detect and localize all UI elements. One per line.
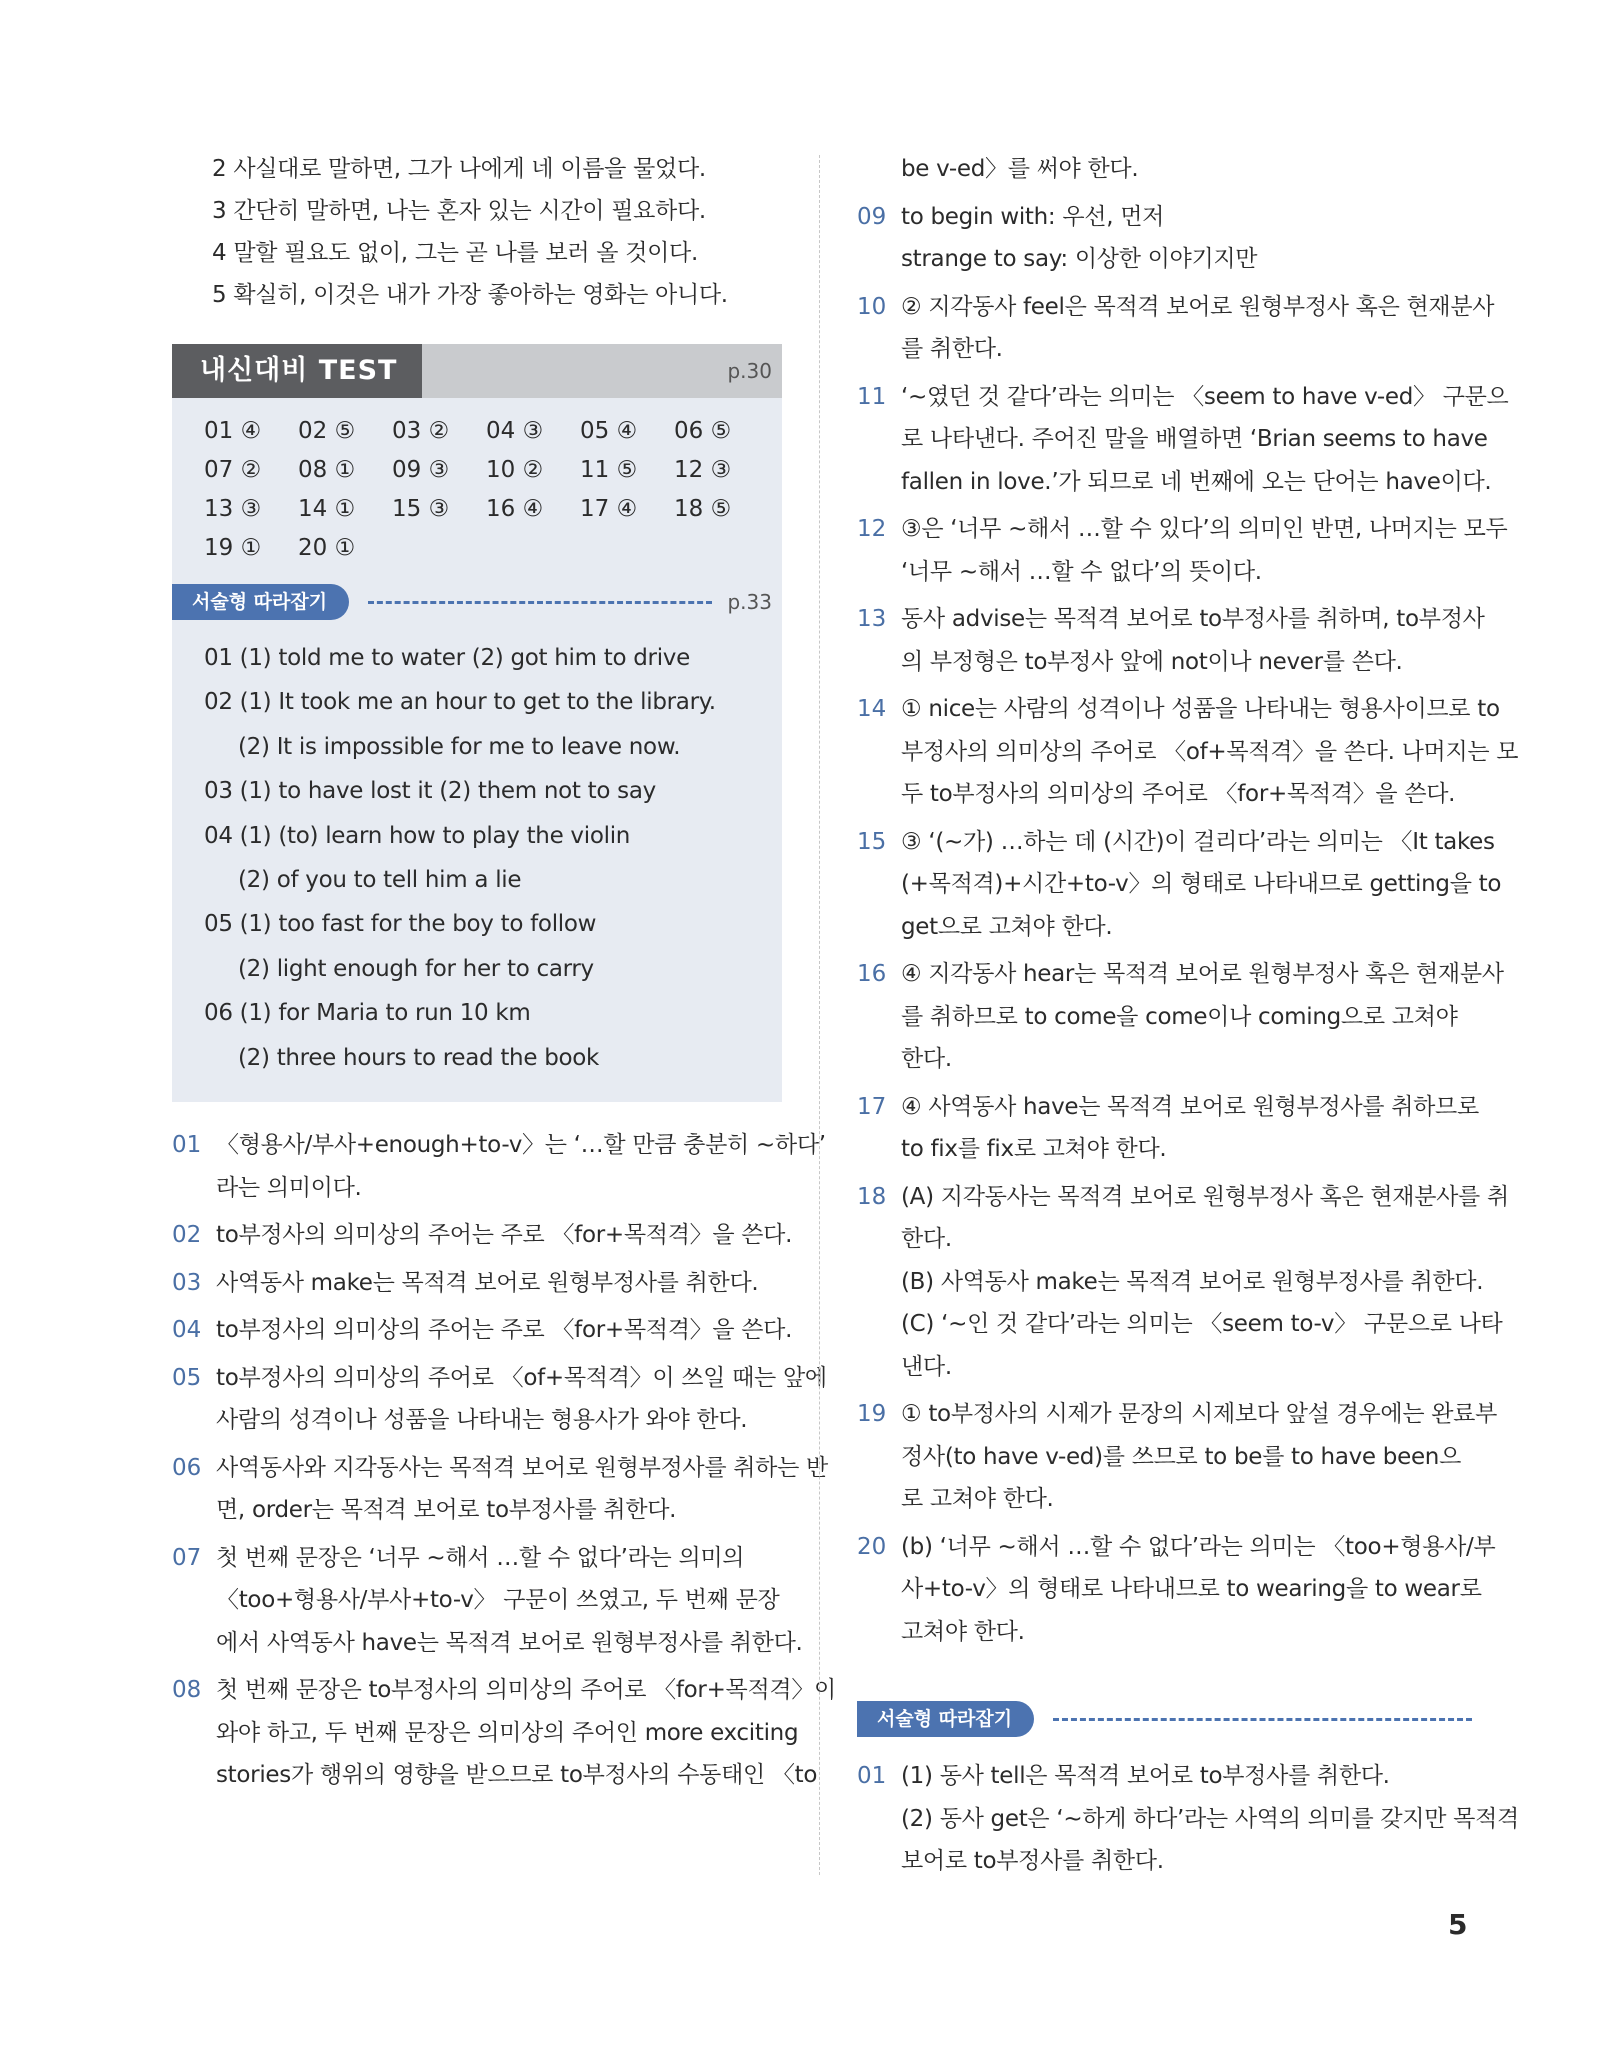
answer-grid xyxy=(172,398,782,568)
explanation-line: 〈too+형용사/부사+to-v〉 구문이 쓰였고, 두 번째 문장 xyxy=(216,1587,780,1614)
explanation-line: ③은 ‘너무 ~해서 …할 수 있다’의 의미인 반면, 나머지는 모두 xyxy=(901,516,1508,542)
explanation-line: 를 취한다. xyxy=(901,336,1003,362)
explanation-item xyxy=(172,1214,793,1257)
explanation-body xyxy=(901,598,1485,683)
explanation-number: 14 xyxy=(857,696,887,722)
right-explanations xyxy=(857,148,1519,1653)
explanation-line: to fix를 fix로 고쳐야 한다. xyxy=(901,1136,1167,1162)
left-column xyxy=(172,148,836,1797)
explanation-body xyxy=(216,1537,803,1665)
right-column xyxy=(857,148,1519,1883)
column-divider xyxy=(819,155,820,1875)
explanation-line: (+목적격)+시간+to-v〉의 형태로 나타내므로 getting을 to xyxy=(901,871,1502,897)
explanation-number: 06 xyxy=(172,1454,202,1481)
explanation-line: 부정사의 의미상의 주어로 〈of+목적격〉을 쓴다. 나머지는 모 xyxy=(901,738,1519,765)
answer-item: 11 ⑤ xyxy=(580,457,638,483)
descriptive-answer-line: 05 (1) too fast for the boy to follow xyxy=(204,911,597,938)
explanation-line: 낸다. xyxy=(901,1353,952,1380)
answer-item: 02 ⑤ xyxy=(298,418,356,444)
dashed-divider xyxy=(1053,1718,1472,1721)
intro-line: 5 확실히, 이것은 내가 가장 좋아하는 영화는 아니다. xyxy=(212,282,728,308)
explanation-number: 03 xyxy=(172,1269,202,1296)
explanation-line: to begin with: 우선, 먼저 xyxy=(901,203,1165,230)
explanation-item xyxy=(857,196,1472,281)
explanation-line: 에서 사역동사 have는 목적격 보어로 원형부정사를 취한다. xyxy=(216,1629,803,1656)
descriptive-page-ref: p.33 xyxy=(727,590,772,614)
dashed-divider xyxy=(368,601,712,604)
explanation-number: 04 xyxy=(172,1317,202,1344)
explanation-body xyxy=(901,1176,1509,1389)
explanation-line: 사람의 성격이나 성품을 나타내는 형용사가 와야 한다. xyxy=(216,1407,748,1434)
descriptive-answer-line: 01 (1) told me to water (2) got him to drive xyxy=(204,645,690,671)
intro-translations xyxy=(172,148,782,316)
explanation-number xyxy=(857,148,901,191)
explanation-body xyxy=(901,286,1494,371)
descriptive-answer-line: (2) It is impossible for me to leave now. xyxy=(238,733,681,760)
explanation-line: 한다. xyxy=(901,1226,952,1252)
descriptive-answer-line: (2) of you to tell him a lie xyxy=(238,867,522,894)
explanation-item xyxy=(857,508,1508,593)
answer-item: 12 ③ xyxy=(674,457,732,483)
test-title: 내신대비 TEST xyxy=(172,344,422,398)
explanation-line: (2) 동사 get은 ‘~하게 하다’라는 사역의 의미를 갖지만 목적격 xyxy=(901,1805,1519,1832)
explanation-number: 09 xyxy=(857,203,887,230)
answer-item: 20 ① xyxy=(298,535,356,561)
explanation-line: 첫 번째 문장은 to부정사의 의미상의 주어로 〈for+목적격〉이 xyxy=(216,1677,836,1704)
left-explanations xyxy=(172,1124,836,1797)
answer-item: 09 ③ xyxy=(392,457,450,483)
descriptive-answer-line: (2) three hours to read the book xyxy=(238,1044,600,1071)
explanation-line: ② 지각동사 feel은 목적격 보어로 원형부정사 혹은 현재분사 xyxy=(901,293,1495,320)
test-answer-box xyxy=(172,344,782,1102)
explanation-line: 라는 의미이다. xyxy=(216,1174,362,1201)
descriptive-label: 서술형 따라잡기 xyxy=(172,584,349,620)
explanation-line: to부정사의 의미상의 주어로 〈of+목적격〉이 쓰일 때는 앞에 xyxy=(216,1364,827,1391)
explanation-item xyxy=(857,1755,1519,1883)
explanation-body xyxy=(901,1393,1497,1521)
test-page-ref: p.30 xyxy=(727,359,772,383)
explanation-line: 사역동사와 지각동사는 목적격 보어로 원형부정사를 취하는 반 xyxy=(216,1454,828,1481)
explanation-body xyxy=(901,1086,1479,1171)
explanation-item xyxy=(172,1357,827,1442)
explanation-line: 의 부정형은 to부정사 앞에 not이나 never를 쓴다. xyxy=(901,648,1403,675)
explanation-line: fallen in love.’가 되므로 네 번째에 오는 단어는 have이다. xyxy=(901,468,1492,495)
explanation-body xyxy=(216,1124,826,1209)
explanation-item xyxy=(857,821,1502,949)
answer-item: 13 ③ xyxy=(204,496,262,522)
answer-item: 03 ② xyxy=(392,418,450,444)
explanation-line: 로 나타낸다. 주어진 말을 배열하면 ‘Brian seems to have xyxy=(901,426,1488,452)
explanation-number: 01 xyxy=(857,1763,887,1789)
test-header xyxy=(172,344,782,398)
explanation-item xyxy=(172,1669,836,1797)
answer-item: 06 ⑤ xyxy=(674,418,732,444)
answer-item: 07 ② xyxy=(204,457,262,483)
explanation-body xyxy=(216,1447,828,1532)
explanation-line: ‘너무 ~해서 …할 수 없다’의 뜻이다. xyxy=(901,558,1262,585)
explanation-line: strange to say: 이상한 이야기지만 xyxy=(901,246,1258,272)
descriptive-answers xyxy=(172,624,782,1080)
explanation-body xyxy=(216,1357,827,1442)
explanation-body xyxy=(901,953,1504,1081)
explanation-line: ‘~였던 것 같다’라는 의미는 〈seem to have v-ed〉 구문으 xyxy=(901,383,1509,410)
explanation-line: 한다. xyxy=(901,1046,952,1072)
page-number: 5 xyxy=(1448,1908,1468,1941)
explanation-item xyxy=(172,1537,803,1665)
answer-item: 05 ④ xyxy=(580,418,638,444)
explanation-item xyxy=(857,688,1519,816)
explanation-line: ④ 사역동사 have는 목적격 보어로 원형부정사를 취하므로 xyxy=(901,1093,1479,1120)
explanation-line: 사+to-v〉의 형태로 나타내므로 to wearing을 to wear로 xyxy=(901,1576,1482,1602)
explanation-line: get으로 고쳐야 한다. xyxy=(901,913,1113,940)
explanation-item xyxy=(857,376,1509,504)
explanation-body xyxy=(216,1309,792,1352)
explanation-number: 05 xyxy=(172,1364,202,1391)
explanation-item xyxy=(172,1124,826,1209)
explanation-line: ① nice는 사람의 성격이나 성품을 나타내는 형용사이므로 to xyxy=(901,696,1500,722)
explanation-line: to부정사의 의미상의 주어는 주로 〈for+목적격〉을 쓴다. xyxy=(216,1317,793,1344)
explanation-line: stories가 행위의 영향을 받으므로 to부정사의 수동태인 〈to xyxy=(216,1762,818,1789)
explanation-line: ④ 지각동사 hear는 목적격 보어로 원형부정사 혹은 현재분사 xyxy=(901,961,1504,987)
explanation-item xyxy=(857,1526,1496,1654)
answer-item: 19 ① xyxy=(204,535,262,561)
explanation-line: 동사 advise는 목적격 보어로 to부정사를 취하며, to부정사 xyxy=(901,606,1485,632)
explanation-body xyxy=(216,1669,836,1797)
descriptive-answer-line: 04 (1) (to) learn how to play the violin xyxy=(204,822,631,849)
explanation-number: 18 xyxy=(857,1183,887,1210)
right-descriptive-explanations xyxy=(857,1755,1519,1883)
answer-item: 18 ⑤ xyxy=(674,496,732,522)
right-descriptive-header xyxy=(857,1697,1472,1741)
explanation-line: 두 to부정사의 의미상의 주어로 〈for+목적격〉을 쓴다. xyxy=(901,781,1456,807)
explanation-line: (b) ‘너무 ~해서 …할 수 없다’라는 의미는 〈too+형용사/부 xyxy=(901,1533,1496,1560)
explanation-item xyxy=(857,598,1485,683)
explanation-number: 20 xyxy=(857,1533,887,1560)
explanation-item xyxy=(857,1176,1509,1389)
answer-item: 04 ③ xyxy=(486,418,544,444)
explanation-body xyxy=(901,508,1507,593)
explanation-body xyxy=(901,196,1472,281)
explanation-line: ① to부정사의 시제가 문장의 시제보다 앞설 경우에는 완료부 xyxy=(901,1401,1498,1427)
explanation-body xyxy=(901,376,1508,504)
answer-item: 08 ① xyxy=(298,457,356,483)
intro-line: 2 사실대로 말하면, 그가 나에게 네 이름을 물었다. xyxy=(212,156,706,182)
descriptive-answer-line: 02 (1) It took me an hour to get to the library. xyxy=(204,689,716,716)
explanation-item xyxy=(857,1393,1498,1521)
explanation-line: 와야 하고, 두 번째 문장은 의미상의 주어인 more exciting xyxy=(216,1719,799,1746)
explanation-number: 16 xyxy=(857,961,887,987)
descriptive-section-header xyxy=(172,580,782,624)
answer-item: 01 ④ xyxy=(204,418,262,444)
explanation-item xyxy=(172,1309,793,1352)
explanation-line: 보어로 to부정사를 취한다. xyxy=(901,1848,1164,1874)
descriptive-answer-line: 03 (1) to have lost it (2) them not to say xyxy=(204,778,656,805)
explanation-body xyxy=(901,688,1518,816)
explanation-line: 사역동사 make는 목적격 보어로 원형부정사를 취한다. xyxy=(216,1269,759,1296)
explanation-number: 10 xyxy=(857,293,887,320)
explanation-item xyxy=(857,286,1495,371)
explanation-number: 13 xyxy=(857,606,887,632)
explanation-line: 고쳐야 한다. xyxy=(901,1618,1025,1645)
explanation-number: 17 xyxy=(857,1093,887,1120)
explanation-item xyxy=(172,1447,828,1532)
explanation-number: 08 xyxy=(172,1677,202,1704)
explanation-line: (C) ‘~인 것 같다’라는 의미는 〈seem to-v〉 구문으로 나타 xyxy=(901,1311,1503,1337)
explanation-line: 면, order는 목적격 보어로 to부정사를 취한다. xyxy=(216,1497,677,1524)
answer-item: 17 ④ xyxy=(580,496,638,522)
explanation-line: 정사(to have v-ed)를 쓰므로 to be를 to have been으 xyxy=(901,1443,1461,1470)
explanation-body xyxy=(901,1526,1495,1654)
intro-line: 4 말할 필요도 없이, 그는 곧 나를 보러 올 것이다. xyxy=(212,240,698,266)
explanation-number: 12 xyxy=(857,516,887,542)
explanation-line: (1) 동사 tell은 목적격 보어로 to부정사를 취한다. xyxy=(901,1763,1390,1789)
explanation-number: 15 xyxy=(857,828,887,855)
explanation-number: 01 xyxy=(172,1132,202,1159)
explanation-item xyxy=(857,1086,1479,1171)
intro-line: 3 간단히 말하면, 나는 혼자 있는 시간이 필요하다. xyxy=(212,198,706,224)
answer-item: 15 ③ xyxy=(392,496,450,522)
right-descriptive-label: 서술형 따라잡기 xyxy=(857,1701,1034,1737)
explanation-line: to부정사의 의미상의 주어는 주로 〈for+목적격〉을 쓴다. xyxy=(216,1222,793,1249)
explanation-line: 〈형용사/부사+enough+to-v〉는 ‘…할 만큼 충분히 ~하다’ xyxy=(216,1132,826,1159)
explanation-line: ③ ‘(~가) …하는 데 (시간)이 걸리다’라는 의미는 〈It takes xyxy=(901,828,1495,855)
answer-item: 16 ④ xyxy=(486,496,544,522)
explanation-body xyxy=(901,821,1501,949)
answer-item: 14 ① xyxy=(298,496,356,522)
explanation-body xyxy=(901,148,1472,191)
explanation-line: 첫 번째 문장은 ‘너무 ~해서 …할 수 없다’라는 의미의 xyxy=(216,1544,745,1571)
explanation-number: 19 xyxy=(857,1401,887,1427)
explanation-number: 07 xyxy=(172,1544,202,1571)
explanation-line: (B) 사역동사 make는 목적격 보어로 원형부정사를 취한다. xyxy=(901,1268,1484,1295)
explanation-line: 로 고쳐야 한다. xyxy=(901,1486,1054,1512)
explanation-line: (A) 지각동사는 목적격 보어로 원형부정사 혹은 현재분사를 취 xyxy=(901,1183,1509,1210)
explanation-item xyxy=(857,148,1472,191)
descriptive-answer-line: (2) light enough for her to carry xyxy=(238,955,594,982)
explanation-body xyxy=(901,1755,1519,1883)
explanation-body xyxy=(216,1214,792,1257)
explanation-line: 를 취하므로 to come을 come이나 coming으로 고쳐야 xyxy=(901,1003,1458,1030)
explanation-line: be v-ed〉를 써야 한다. xyxy=(901,156,1139,182)
answer-item: 10 ② xyxy=(486,457,544,483)
explanation-item xyxy=(172,1262,782,1305)
explanation-number: 02 xyxy=(172,1222,202,1249)
explanation-number: 11 xyxy=(857,383,887,410)
explanation-body xyxy=(216,1262,782,1305)
explanation-item xyxy=(857,953,1504,1081)
descriptive-answer-line: 06 (1) for Maria to run 10 km xyxy=(204,1000,531,1027)
